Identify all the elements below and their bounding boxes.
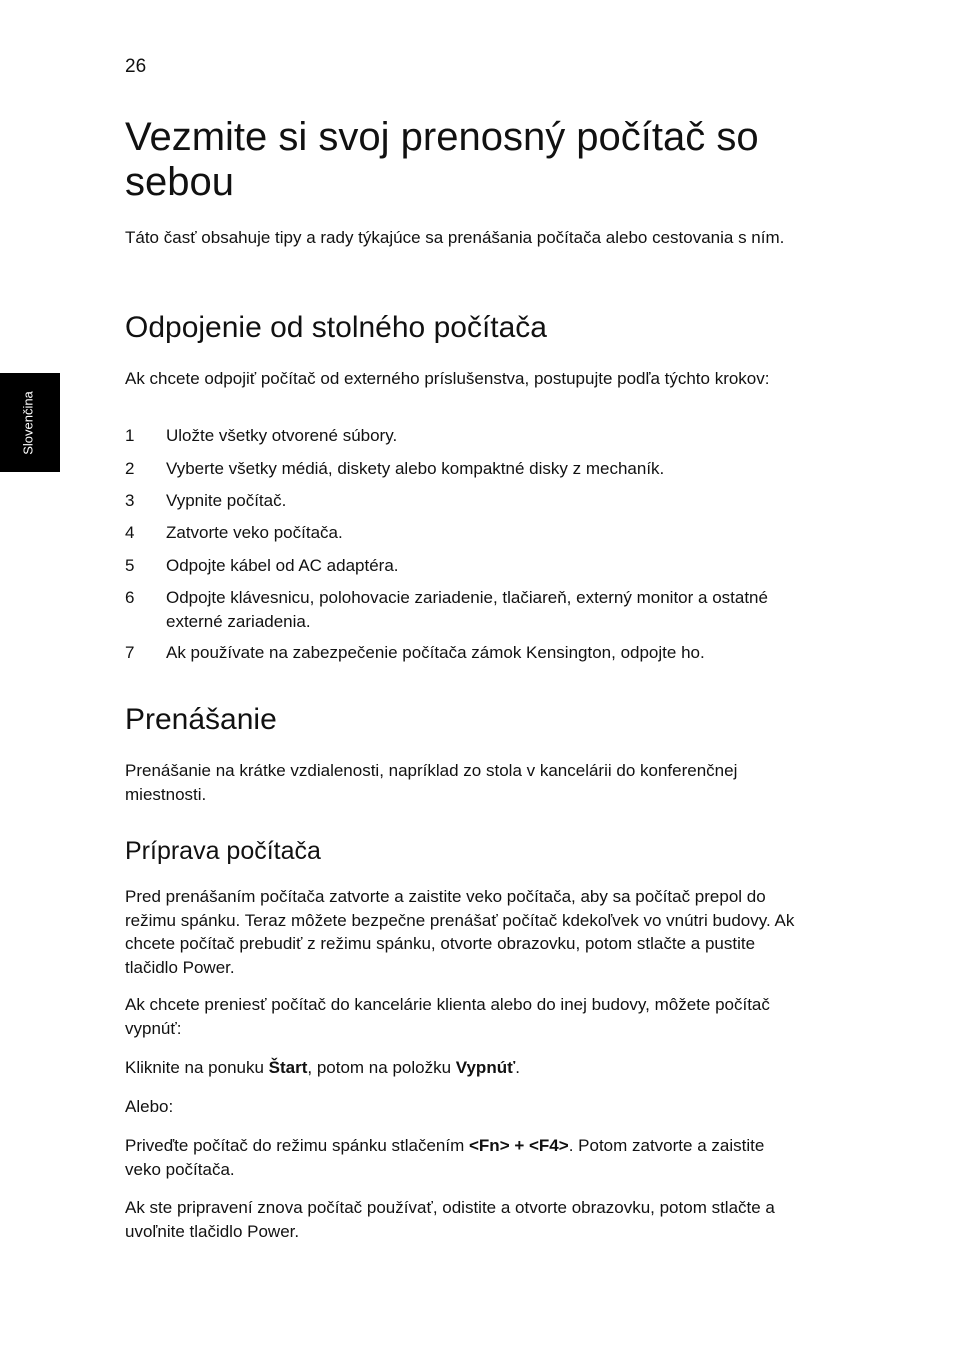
- shutdown-item-label: Vypnúť: [455, 1058, 516, 1077]
- sleep-text-c: . Potom zatvorte a zaistite veko počítača.: [125, 1136, 765, 1179]
- step-text: Odpojte kábel od AC adaptéra.: [166, 556, 399, 575]
- step-number: 1: [125, 426, 135, 445]
- shutdown-text-a: Kliknite na ponuku: [125, 1058, 269, 1077]
- step-number: 3: [125, 491, 135, 510]
- step-text: Uložte všetky otvorené súbory.: [166, 426, 398, 445]
- step-text: Vyberte všetky médiá, diskety alebo kompaktné disky z mechaník.: [166, 459, 665, 478]
- step-text: Ak používate na zabezpečenie počítača zámok Kensington, odpojte ho.: [166, 643, 705, 662]
- preparation-paragraph-2: Ak chcete preniesť počítač do kancelárie klienta alebo do inej budovy, môžete počítač vypnúť:: [125, 995, 770, 1038]
- language-side-tab-label: Slovenčina: [20, 391, 36, 455]
- step-text: Vypnite počítač.: [166, 491, 287, 510]
- step-text: Zatvorte veko počítača.: [166, 523, 343, 542]
- start-menu-label: Štart: [268, 1058, 308, 1077]
- shutdown-instruction: [125, 1056, 800, 1080]
- sleep-instruction: [125, 1134, 800, 1181]
- or-paragraph: Alebo:: [125, 1097, 174, 1116]
- resume-paragraph: Ak ste pripravení znova počítač používať, odistite a otvorte obrazovku, potom stlačte a uvoľnite tlačidlo Power.: [125, 1198, 775, 1241]
- section-heading-preparation: Príprava počítača: [125, 837, 321, 865]
- intro-paragraph: Táto časť obsahuje tipy a rady týkajúce sa prenášania počítača alebo cestovania s ním.: [125, 228, 785, 247]
- step-number: 6: [125, 588, 135, 607]
- preparation-paragraph-1: Pred prenášaním počítača zatvorte a zaistite veko počítača, aby sa počítač prepol do režimu spánku. Teraz môžete bezpečne prenášať počítač kdekoľvek vo vnútri budovy. Ak chcete počítač prebudiť z režimu spánku, otvorte obrazovku, potom stlačte a pustite tlačidlo Power.: [125, 887, 795, 977]
- step-text: Odpojte klávesnicu, polohovacie zariadenie, tlačiareň, externý monitor a ostatné externé zariadenia.: [166, 588, 768, 631]
- step-number: 2: [125, 459, 135, 478]
- step-number: 7: [125, 643, 135, 662]
- sleep-key-combo: <Fn> + <F4>: [469, 1136, 569, 1155]
- step-number: 4: [125, 523, 135, 542]
- shutdown-text-d: .: [515, 1058, 520, 1077]
- step-number: 5: [125, 556, 135, 575]
- sleep-text-a: Priveďte počítač do režimu spánku stlačením: [125, 1136, 469, 1155]
- carrying-paragraph: Prenášanie na krátke vzdialenosti, napríklad zo stola v kancelárii do konferenčnej miestnosti.: [125, 761, 738, 804]
- shutdown-text-c: , potom na položku: [307, 1058, 456, 1077]
- disconnect-lead: Ak chcete odpojiť počítač od externého príslušenstva, postupujte podľa týchto krokov:: [125, 369, 770, 388]
- section-heading-carrying: Prenášanie: [125, 703, 277, 736]
- page-title: Vezmite si svoj prenosný počítač so sebou: [125, 115, 759, 204]
- section-heading-disconnect: Odpojenie od stolného počítača: [125, 311, 547, 344]
- page-number: 26: [125, 56, 147, 77]
